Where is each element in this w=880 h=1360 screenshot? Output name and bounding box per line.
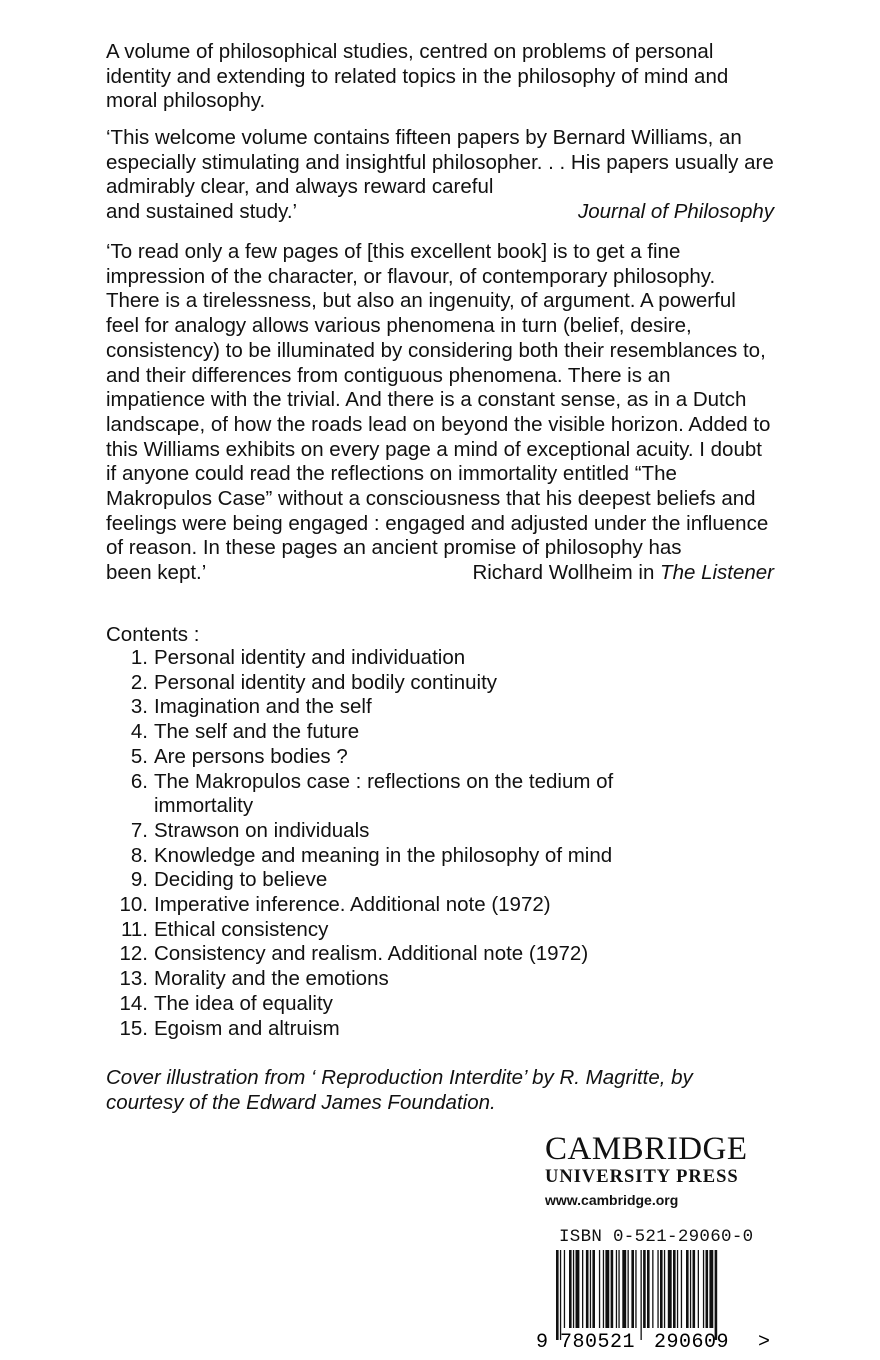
barcode-bar [631, 1250, 634, 1328]
barcode-bar [686, 1250, 689, 1328]
item-number: 6. [130, 769, 148, 793]
item-number: 10. [119, 893, 148, 917]
barcode-bar [618, 1250, 619, 1328]
blurb: A volume of philosophical studies, centred on problems of personal identity and extending to related topics in the philosophy of mind and moral philosophy. [106, 40, 729, 113]
barcode-bar [582, 1250, 583, 1328]
review2-source-author: Richard Wollheim in [472, 561, 661, 585]
contents-item [106, 868, 674, 893]
item-title: Consistency and realism. Additional note (1972) [154, 942, 589, 966]
barcode-bar [690, 1250, 691, 1328]
item-number: 7. [130, 818, 148, 842]
cover-credit: Cover illustration from ‘ Reproduction Interdite’ by R. Magritte, by courtesy of the Edward James Foundation. [106, 1066, 693, 1114]
review2-attribution-line [106, 561, 774, 586]
item-number: 14. [119, 991, 148, 1015]
item-number: 5. [130, 744, 148, 768]
barcode-bar [641, 1250, 642, 1340]
publisher-name: CAMBRIDGE [545, 1131, 748, 1167]
review1-attribution-line [106, 200, 774, 225]
contents-item [106, 720, 674, 745]
item-number: 9. [130, 868, 148, 892]
publisher-subname: UNIVERSITY PRESS [545, 1167, 739, 1187]
item-title: The Makropulos case : reflections on the tedium of immortality [154, 769, 614, 818]
review1-text: ‘This welcome volume contains fifteen papers by Bernard Williams, an especially stimulating and insightful philosopher. . . His papers usually are admirably clear, and always reward careful [106, 126, 774, 199]
item-number: 11. [121, 917, 148, 941]
barcode-bar [622, 1250, 626, 1328]
item-title: The self and the future [154, 720, 360, 744]
contents-item [106, 695, 674, 720]
review2-source-title: The Listener [660, 561, 774, 585]
item-number: 13. [119, 967, 148, 991]
review1-last-line: and sustained study.’ [106, 200, 298, 224]
contents-item [106, 918, 674, 943]
review-the-listener [106, 240, 774, 586]
barcode-bar [668, 1250, 672, 1328]
item-number: 8. [130, 843, 148, 867]
contents-item [106, 992, 674, 1017]
barcode-bar [635, 1250, 636, 1328]
barcode-bars [556, 1250, 717, 1340]
item-number: 4. [130, 720, 148, 744]
barcode-bar [605, 1250, 609, 1328]
barcode-bar [652, 1250, 653, 1328]
item-title: Are persons bodies ? [154, 744, 348, 768]
item-number: 15. [119, 1016, 148, 1040]
barcode-bar [706, 1250, 709, 1328]
barcode-digits-mid: 780521 [560, 1331, 636, 1350]
item-title: Ethical consistency [154, 917, 329, 941]
item-title: Knowledge and meaning in the philosophy of mind [154, 843, 613, 867]
item-title: Imperative inference. Additional note (1972) [154, 893, 551, 917]
item-title: Morality and the emotions [154, 967, 389, 991]
barcode-bar [709, 1250, 713, 1328]
contents-item [106, 967, 674, 992]
barcode-digit-first: 9 [536, 1331, 549, 1350]
contents-item [106, 844, 674, 869]
barcode-bar [611, 1250, 614, 1328]
contents-item [106, 893, 674, 918]
item-title: Personal identity and individuation [154, 646, 466, 669]
contents-heading: Contents : [106, 623, 200, 646]
barcode-bar [586, 1250, 589, 1328]
barcode-bar [573, 1250, 574, 1328]
contents-item [106, 671, 674, 696]
contents-item [106, 770, 674, 819]
barcode-bar [673, 1250, 676, 1328]
item-number: 2. [130, 670, 148, 694]
publisher-logo [545, 1132, 775, 1210]
barcode-bar [693, 1250, 696, 1328]
isbn-number: ISBN 0-521-29060-0 [559, 1227, 754, 1247]
barcode-bar [715, 1250, 718, 1340]
barcode-bar [643, 1250, 646, 1328]
barcode-bar [698, 1250, 699, 1328]
contents-item [106, 819, 674, 844]
barcode-bar [647, 1250, 650, 1328]
barcode-bar [592, 1250, 595, 1328]
contents-item [106, 1017, 674, 1042]
barcode-arrow: > [758, 1331, 771, 1350]
barcode-bar [664, 1250, 665, 1328]
barcode-bar [599, 1250, 600, 1328]
item-title: Personal identity and bodily continuity [154, 670, 498, 694]
barcode-bar [603, 1250, 604, 1328]
review2-text: ‘To read only a few pages of [this excellent book] is to get a fine impression of the character, or flavour, of contemporary philosophy. There is a tirelessness, but also an ingenuity, of argument. A powerful feel for analogy allows various phenomena in turn (belief, desire, consistency) to be illuminated by considering both their resemblances to, and their differences from contiguous phenomena. There is an impatience with the trivial. And there is a constant sense, as in a Dutch landscape, of how the roads lead on beyond the visible horizon. Added to this Williams exhibits on every page a mind of exceptional acuity. I doubt if anyone could read the reflections on immortality entitled “The Makropulos Case” without a consciousness that his deepest beliefs and feelings were being engaged : engaged and adjusted under the influence of reason. In these pages an ancient promise of philosophy has [106, 240, 771, 560]
item-number: 1. [130, 646, 148, 669]
contents-item [106, 646, 674, 671]
review2-source [472, 561, 774, 586]
item-title: Deciding to believe [154, 868, 328, 892]
barcode-digits-last: 290609 [654, 1331, 730, 1350]
contents-item [106, 942, 674, 967]
item-title: Egoism and altruism [154, 1016, 340, 1040]
item-title: Strawson on individuals [154, 818, 370, 842]
publisher-url: www.cambridge.org [545, 1192, 679, 1208]
item-number: 3. [130, 695, 148, 719]
barcode-bar [703, 1250, 704, 1328]
barcode-bar [569, 1250, 572, 1328]
barcode-bar [677, 1250, 678, 1328]
barcode-bar [564, 1250, 565, 1328]
barcode-bar [616, 1250, 617, 1328]
item-number: 12. [119, 942, 148, 966]
contents-list [106, 646, 674, 1041]
item-title: Imagination and the self [154, 695, 372, 719]
barcode-bar [556, 1250, 559, 1340]
review-journal-of-philosophy [106, 126, 774, 225]
barcode-bar [681, 1250, 682, 1328]
barcode-bar [660, 1250, 663, 1328]
barcode-bar [628, 1250, 629, 1328]
review2-last-line: been kept.’ [106, 561, 207, 585]
contents-item [106, 745, 674, 770]
barcode [536, 1250, 776, 1350]
barcode-bar [576, 1250, 580, 1328]
barcode-bar [560, 1250, 561, 1340]
review1-source: Journal of Philosophy [577, 200, 774, 224]
barcode-bar [657, 1250, 658, 1328]
item-title: The idea of equality [154, 991, 333, 1015]
barcode-bar [590, 1250, 591, 1328]
